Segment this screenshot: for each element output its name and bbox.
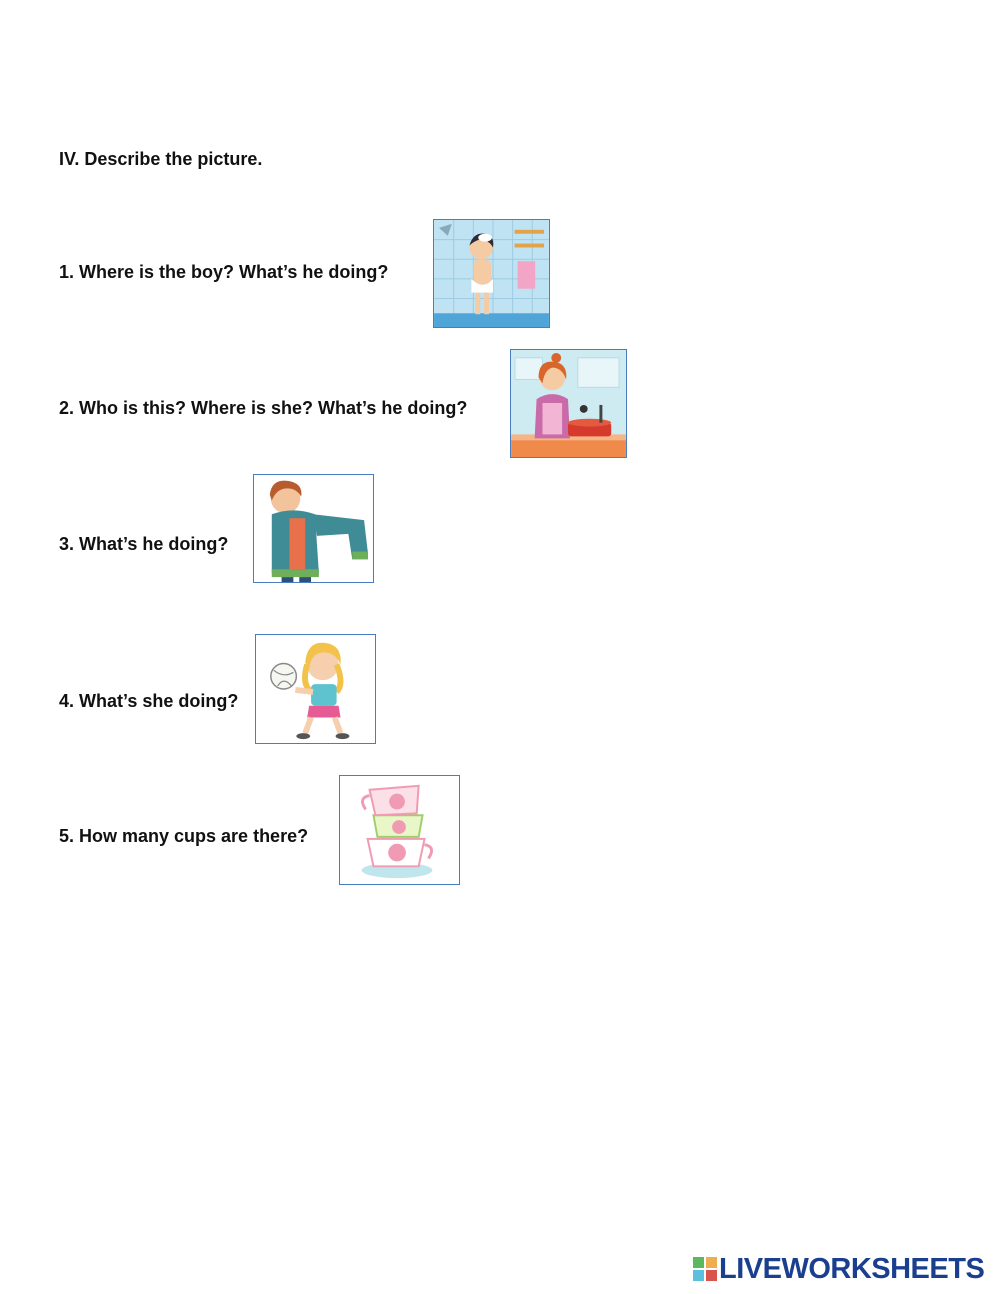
question-4: 4. What’s she doing? [59,691,239,711]
question-3: 3. What’s he doing? [59,534,229,554]
woman-cooking-picture [510,349,627,458]
liveworksheets-logo-icon [693,1257,717,1281]
question-1: 1. Where is the boy? What’s he doing? [59,262,389,282]
section-heading: IV. Describe the picture. [59,149,263,169]
liveworksheets-logo [693,1254,984,1284]
liveworksheets-brand-text: LIVEWORKSHEETS [719,1252,985,1285]
question-2: 2. Who is this? Where is she? What’s he doing? [59,398,468,418]
question-5: 5. How many cups are there? [59,826,309,846]
boy-bathing-picture [433,219,550,328]
girl-playing-volleyball-picture [255,634,376,744]
boy-putting-on-jacket-picture [253,474,374,583]
stacked-teacups-picture [339,775,460,885]
